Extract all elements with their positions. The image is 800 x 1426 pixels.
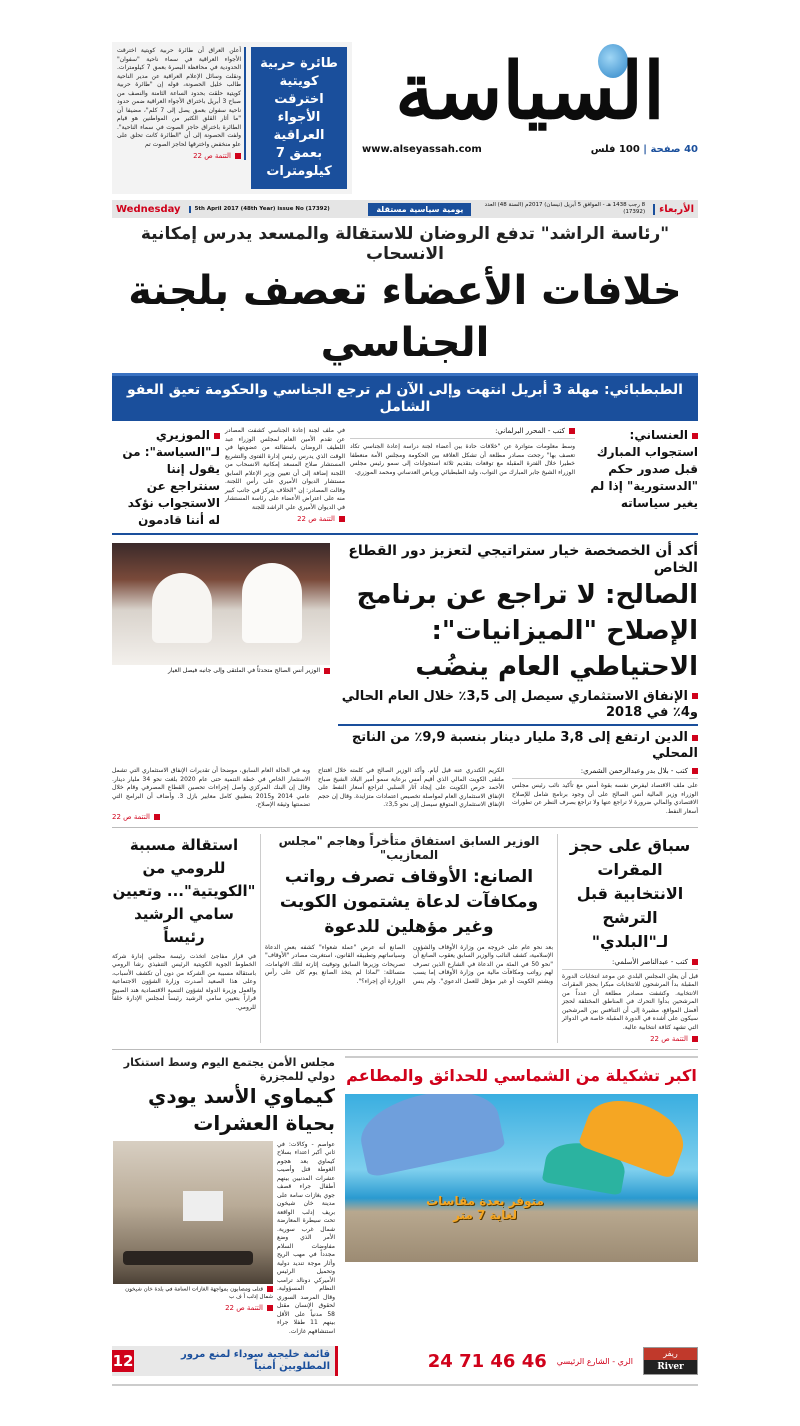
day-ar: الأربعاء [653, 204, 694, 215]
price: 40 صفحة | 100 فلس [590, 144, 698, 155]
syria-headline[interactable]: كيماوي الأسد يودي بحياة العشرات [147, 1083, 335, 1135]
ad-overlay: متوفر بعدة مقاسات لغاية 7 متر [426, 1193, 544, 1222]
river-logo: ريفر River [643, 1347, 698, 1375]
syria-body: عواصم - وكالات: في ثاني أكبر اعتداء بسلاح كيماوي بعد هجوم الغوطة قتل وأصيب عشرات المدنيين بينهم أطفال جراء قصف جوي بغازات سامة على مدينة خان شيخون بريف إدلب الواقعة تحت سيطرة المعارضة شمال غرب سورية. الأمر الذي وضع مفاوضات السلام مجدداً في مهب الريح وأثار موجة تنديد دولية وتحميل الرئيس الأميركي دونالد ترامب النظام المسؤولية. وقال المرصد السوري لحقوق الإنسان مقتل 58 مدنياً على الأقل بينهم 11 طفلا جراء استنشاقهم غازات. [277, 1140, 335, 1335]
date-ar: 8 رجب 1438 هـ - الموافق 5 أبريل (نيسان) 2017م (السنة 48) العدد (17392) [484, 202, 646, 215]
kuwaiti-airways-body: في قرار مفاجئ اتخذت رئيسة مجلس إدارة شركة الخطوط الجوية الكويتية الرئيس التنفيذي رشا الرومي باستقالة مسببة من الشركة من دون أن تكشف الأسباب، وعلى هذا الصعيد أصدرت وزارة الشؤون الاجتماعية والعمل وزيرة الدولة لشؤون التنمية الاقتصادية هند الصبيح قراراً بتعيين سامي الرشيد رئيساً لمجلس الإدارة خلفاً للرومي. [112, 952, 256, 1011]
lead-body-1: وسط معلومات متواترة عن "خلافات حادة بين أعضاء لجنة دراسة إعادة الجناسي تكاد تعصف بها" رجحت مصادر مطلعة أن تشكل العلاقة بين الحكومة ومجلس الأمة منعطفا خطيرا خلال الفترة المقبلة مع توقعات بتقديم ثلاثة استجوابات إلى سمو رئيس مجلس الوزراء الشيخ جابر المبارك من النواب، وليد الطبطبائي ورياض العدساني ومحمد الموزري. [350, 443, 575, 476]
tagline: يومية سياسية مستقلة [368, 203, 471, 216]
lead-body-2: في ملف لجنة إعادة الجناسي كشفت المصادر عن تقدم الأمين العام لمجلس الوزراء عبد اللطيف الروضان باستقالته من عضويتها في الوقت الذي يدرس رئيس إدارة الفتوى والتشريع المستشار صلاح المسعد إمكانية الانسحاب من اللجنة إضافة إلى أن تعيين وزير الإعلام السابق مستشار الديوان الأميري على رأس اللجنة. وقالت المصادر: إن "الخلاف يتركز في جانب كبير منه على اعتراض الأعضاء على رئاسة المستشار في الديوان الأميري علي الراشد للجنة [225, 427, 345, 511]
front-page [112, 0, 698, 1426]
second-sub-1[interactable]: الإنفاق الاستثماري سيصل إلى 3,5٪ خلال العام الحالي و4٪ في 2018 [338, 689, 698, 726]
date-en: 5th April 2017 (48th Year) issue No (17392) [189, 206, 361, 213]
second-headline[interactable]: الصالح: لا تراجع عن برنامج الإصلاح "الميزانيات": الاحتياطي العام ينضُب [356, 579, 698, 682]
lead-headline[interactable]: خلافات الأعضاء تعصف بلجنة الجناسي [128, 267, 682, 366]
awqaf-headline[interactable]: الصانع: الأوقاف تصرف رواتب ومكافآت لدعاة يشتمون الكويت وغير مؤهلين للدعوة [279, 866, 539, 937]
footer-page-number: 12 [112, 1352, 134, 1371]
masthead-logo-block [362, 42, 698, 155]
second-body-1: على ملف الاقتصاد ليفرض نفسه بقوة أمس مع تأكيد نائب رئيس مجلس الوزراء وزير المالية أنس الصالح على أن وجود برنامج شامل للإصلاح الاقتصادي والمالي ضرورة لا تراجع عنها ولا تراجع بصرف النظر عن تطورات أسعار النفط. [512, 782, 698, 815]
website[interactable]: www.alseyassah.com [362, 144, 482, 155]
second-row [112, 543, 698, 761]
teaser-headline[interactable]: طائرة حربية كويتية اخترقت الأجواء العراقية بعمق 7 كيلومترات [251, 47, 347, 189]
lead-side-right[interactable]: العنساني: استجواب المبارك قبل صدور حكم "الدستورية" إذا لم يغير سياساته [590, 428, 698, 511]
teaser-continued[interactable]: التتمة ص 22 [117, 152, 241, 160]
elections-continued[interactable]: التتمة ص 22 [562, 1035, 698, 1043]
second-body-2: الكريم الكندري عنه قبل أيام. وأكد الوزير الصالح في كلمته خلال افتتاح ملتقى الكويت المالي الذي أقيم أمس برعاية سمو أمير البلاد الشيخ صباح الأحمد حرص الكويت على إيجاد آثار السلبي لتراجع أسعار النفط على الإنفاق الاستثماري العام لمواصلة تخصيص اعتمادات متزايدة. وقال إن حجم الإنفاق الاستثماري المتوقع سيصل إلى نحو 3,5٪. [318, 767, 504, 809]
second-body-3: وبه في الحالة العام السابق، موضحا أن تقديرات الإنفاق الاستثماري التي تشمل الاستثمار الخاص في خطة التنمية حتى عام 2020 بلغت نحو 34 مليار دينار. وقال إن البنك المركزي واصل إجراءات تحصين القطاع المصرفي وقام خلال عامي 2014 و2015 بتطبيق كامل معايير بازل 3. وأضاف أن البرامج التي تضمنتها وثيقة الإصلاح. [112, 767, 311, 809]
third-row [112, 834, 698, 1044]
syria-kicker[interactable]: مجلس الأمن يجتمع اليوم وسط استنكار دولي للمجزرة [123, 1056, 335, 1083]
second-continued[interactable]: التتمة ص 22 [112, 813, 310, 821]
awqaf-kicker[interactable]: الوزير السابق استفاق متأخراً وهاجم "مجلس المعازيب" [278, 833, 540, 863]
lead-kicker[interactable]: "رئاسة الراشد" تدفع الروضان للاستقالة والمسعد يدرس إمكانية الانسحاب [140, 224, 670, 265]
lead-byline: كتب - المحرر البرلماني: [350, 427, 575, 439]
saleh-photo [112, 543, 330, 665]
masthead [112, 42, 698, 194]
ad-image [345, 1094, 698, 1262]
awqaf-body: بعد نحو عام على خروجه من وزارة الأوقاف والشؤون الإسلامية، كشف النائب والوزير السابق يعقوب الصانع أن "نحو 50 في المئة من الدعاة في الشارع الذين تصرف لهم رواتب ومكافآت مالية من وزارة الأوقاف إما يسب ويشتم الكويت أو غير مؤهل للعمل الدعوي". ولم ينس الصانع أنه عرض "عملة شعواء" كشفه بعض الدعاة وسياساتهم وتطبيقه القانون، استغربت مصادر "الأوقاف" تصريحات وزيرها السابق وتوقيت إثارته لتلك الاتهامات، متسائلة: "لماذا لم يتخذ الصانع يوم كان على رأس الوزارة أي إجراء؟". [265, 943, 554, 985]
ad-headline: اكبر تشكيلة من الشماسي للحدائق والمطاعم [346, 1066, 697, 1086]
day-en: Wednesday [115, 203, 181, 215]
second-text-row [112, 767, 698, 821]
second-sub-2[interactable]: الدين ارتفع إلى 3,8 مليار دينار بنسبة 9,9٪ من الناتج المحلي [351, 730, 698, 761]
ad-address: الري - الشارع الرئيسي [556, 1356, 633, 1366]
syria-photo-caption: قتلى ومصابون بمواجهة الغازات السامة في بلدة خان شيخون شمال إدلب أ ف ب [125, 1286, 273, 1300]
saleh-photo-caption: الوزير أنس الصالح متحدثاً في الملتقى وإلى جانبه فيصل العيار [112, 667, 330, 675]
footer [112, 1346, 698, 1376]
date-bar [112, 200, 698, 218]
lead-row [112, 427, 698, 535]
photo-credit: أ ف ب [229, 1293, 245, 1300]
masthead-logo: السياسة [395, 46, 665, 137]
footer-teaser[interactable] [112, 1346, 338, 1376]
umbrella-ad[interactable] [345, 1056, 698, 1261]
syria-photo [113, 1141, 273, 1284]
footer-teaser-text: قائمة خليجية سوداء لمنع مرور المطلوبين أمنياً [180, 1349, 330, 1373]
teaser-body: أعلن العراق أن طائرة حربية كويتية اخترقت الأجواء العراقية في سماء ناحية "سفوان" الحدودية في محافظة البصرة بعمق 7 كيلومترات. ونقلت وسائل الإعلام العراقية عن مدير الناحية طالب خليل الحصونة، قوله إن "طائرة حربية كويتية حلقت بحدود الساعة الثامنة والنصف من صباح 3 أبريل باختراق الأجواء العراقية ضمن حدود ناحية سفوان بعمق يصل إلى 7 كلم"، مضيفا أن "ما أثار القلق الكثير من المواطنين هو قيام الطائرة باختراق حاجز الصوت في سماء الناحية". ولفت الحصونة إلى أن "الطائرة كانت تحلق على علو منخفض واخترقها لحاجز الصوت تم [117, 47, 242, 148]
syria-continued[interactable]: التتمة ص 22 [113, 1304, 273, 1312]
lead-side-left[interactable]: الموزيري لـ"السياسة": من يقول إننا سنتراجع عن الاستجواب نؤكد له أننا قادمون [122, 428, 220, 528]
second-kicker[interactable]: أكد أن الخصخصة خيار ستراتيجي لتعزيز دور القطاع الخاص [348, 543, 698, 577]
ad-phone: 24 71 46 46 [427, 1350, 547, 1372]
lead-banner[interactable]: الطبطبائي: مهلة 3 أبريل انتهت وإلى الآن لم ترجع الجناسي والحكومة تعيق العفو الشامل [112, 373, 698, 422]
elections-body: قبل أن يعلن المجلس البلدي عن موعد انتخابات الدورة المقبلة بدأ المرشحون للانتخابات مبكرا بحجز المقرات الانتخابية. وكشفت مصادر مطلعة أن عدداً من المرشحين بدأوا التحرك في المناطق المختلفة لحجز أفضل المواقع، مشيرة إلى أن التنافس بين المرشحين سيكون على أشده في الدورة المقبلة خاصة في الدوائر التي تشهد كثافة انتخابية عالية. [562, 972, 698, 1031]
elections-byline: كتب - عبدالناصر الأسلمي: [562, 958, 698, 970]
lead-continued[interactable]: التتمة ص 22 [225, 515, 345, 523]
kuwaiti-airways-headline[interactable]: استقالة مسببة للرومي من "الكويتية"... وتعيين سامي الرشيد رئيساً [112, 835, 256, 946]
elections-headline[interactable]: سباق على حجز المقرات الانتخابية قبل الترشح لـ"البلدي" [569, 835, 691, 951]
second-byline: كتب - بلال بدر وعبدالرحمن الشمري: [512, 767, 698, 779]
teaser-box [112, 42, 352, 194]
bottom-row [112, 1056, 698, 1336]
